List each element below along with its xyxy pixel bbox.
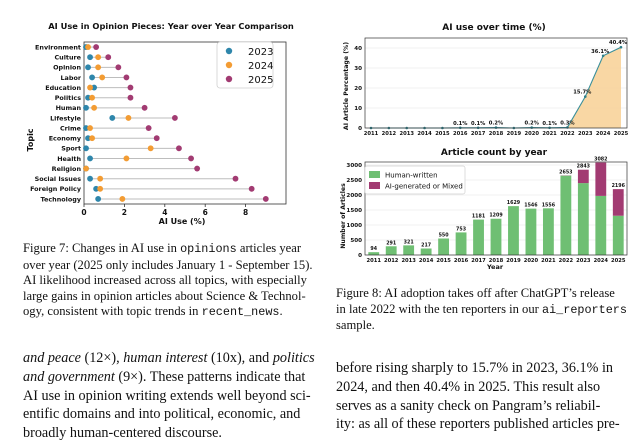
fig8b-x-tick-label: 2013	[401, 258, 416, 264]
body-line: entific domains and into political, economic, and	[23, 405, 315, 424]
legend-label-ai: AI-generated or Mixed	[385, 183, 463, 191]
fig8b-x-tick-label: 2011	[367, 258, 382, 264]
fig7-point-2025	[128, 95, 134, 101]
body-line	[23, 349, 315, 368]
fig8b-y-tick-label: 1500	[346, 208, 362, 214]
fig8-stacked-bar-chart	[336, 144, 636, 272]
fig7-point-2025	[233, 176, 239, 182]
fig8b-x-tick-label: 2021	[541, 258, 556, 264]
fig8b-bar-ai	[595, 163, 606, 196]
fig7-caption-line: AI likelihood increased across all topics, with especially	[23, 273, 320, 289]
fig8-caption-line: sample.	[336, 318, 636, 334]
fig8b-bar-human	[438, 239, 449, 256]
fig7-category-label: Sport	[61, 145, 81, 153]
fig8b-bar-human	[403, 245, 414, 255]
fig7-point-2024	[99, 75, 105, 81]
fig8b-y-tick-label: 500	[350, 238, 362, 244]
fig7-x-tick-label: 2	[122, 208, 127, 217]
fig8b-x-tick-label: 2024	[594, 258, 609, 264]
fig8a-y-axis-label: AI Article Percentage (%)	[343, 42, 350, 130]
body-text-right	[336, 359, 630, 434]
fig8a-x-tick-label: 2012	[382, 131, 397, 137]
fig7-point-2023	[109, 115, 115, 121]
fig8a-x-tick-label: 2023	[578, 131, 593, 137]
fig8b-total-label: 94	[370, 246, 377, 252]
caption-text: in late 2022 with the ten reporters in our	[336, 302, 542, 316]
fig7-point-2025	[93, 44, 99, 50]
fig7-category-label: Education	[45, 84, 81, 92]
fig7-caption-line	[23, 241, 320, 258]
fig8b-bar-human	[543, 208, 554, 255]
fig8b-total-label: 3082	[594, 157, 607, 163]
fig8b-total-label: 2843	[577, 164, 590, 170]
fig8b-y-tick-label: 1000	[346, 223, 362, 229]
caption-code: recent_news	[202, 305, 280, 319]
legend-label-2023: 2023	[248, 47, 273, 58]
fig8b-bar-human	[595, 196, 606, 255]
fig7-point-2024	[126, 115, 132, 121]
fig7-legend	[217, 42, 273, 88]
fig7-category-label: Human	[56, 104, 82, 112]
fig8b-bar-human	[421, 248, 432, 255]
fig7-category-label: Labor	[60, 74, 81, 82]
fig7-point-2024	[97, 176, 103, 182]
fig8b-total-label: 217	[421, 242, 431, 248]
fig8a-x-tick-label: 2011	[364, 131, 379, 137]
fig8b-legend	[365, 166, 465, 194]
fig7-point-2025	[188, 156, 194, 162]
fig8a-data-label: 15.7%	[573, 90, 592, 96]
fig7-x-tick-label: 0	[81, 208, 86, 217]
fig8a-x-tick-label: 2022	[560, 131, 575, 137]
body-line: AI use in opinion writing extends well beyond sci-	[23, 387, 315, 406]
fig7-point-2023	[89, 75, 95, 81]
legend-label-human: Human-written	[385, 172, 438, 180]
fig8b-total-label: 550	[439, 233, 450, 239]
fig8a-point	[584, 95, 587, 98]
fig8a-data-label: 0.1%	[471, 121, 486, 127]
body-line: broadly human-centered discourse.	[23, 424, 315, 443]
body-line: before rising sharply to 15.7% in 2023, 36.1% in	[336, 359, 630, 378]
fig8a-y-tick-label: 30	[354, 66, 362, 72]
fig8a-data-label: 0.1%	[542, 121, 557, 127]
fig8-caption-line	[336, 302, 636, 319]
fig7-point-2024	[97, 186, 103, 192]
fig8b-bar-human	[386, 246, 397, 255]
fig8a-x-tick-label: 2017	[471, 131, 486, 137]
fig8a-y-tick-label: 20	[354, 86, 362, 92]
fig8b-total-label: 2653	[559, 169, 572, 175]
fig8b-x-tick-label: 2015	[436, 258, 451, 264]
fig8a-point	[495, 126, 498, 129]
fig8a-y-tick-label: 40	[354, 46, 362, 52]
fig7-category-label: Politics	[55, 94, 81, 102]
fig8b-total-label: 1209	[489, 213, 503, 219]
fig8b-y-axis-label: Number of Articles	[340, 183, 347, 249]
fig7-point-2024	[95, 64, 101, 70]
fig8b-total-label: 2196	[612, 183, 626, 189]
fig7-point-2023	[95, 196, 101, 202]
fig8-caption-line: Figure 8: AI adoption takes off after ChatGPT’s release	[336, 286, 636, 302]
fig7-category-label: Economy	[49, 135, 82, 143]
fig7-point-2025	[142, 105, 148, 111]
fig8b-bar-human	[456, 232, 467, 255]
fig7-category-label: Religion	[52, 165, 82, 173]
fig8a-data-label: 0.1%	[453, 121, 468, 127]
body-line: ity: as all of these reporters published articles pre-	[336, 415, 630, 434]
fig8a-data-label: 0.2%	[525, 121, 540, 127]
fig7-category-label: Environment	[35, 43, 81, 51]
fig8b-x-tick-label: 2012	[384, 258, 399, 264]
fig7-point-2025	[146, 125, 152, 131]
fig7-point-2024	[124, 156, 130, 162]
fig7-x-tick-label: 8	[243, 208, 248, 217]
fig7-point-2025	[194, 166, 200, 172]
fig7-point-2024	[148, 145, 154, 151]
fig7-point-2025	[176, 145, 182, 151]
fig7-point-2024	[87, 125, 93, 131]
fig8b-total-label: 1546	[524, 203, 538, 209]
fig8a-point	[602, 55, 605, 58]
fig8b-x-axis-label: Year	[486, 263, 504, 271]
fig7-point-2025	[105, 54, 111, 60]
fig8b-total-label: 1181	[472, 214, 485, 220]
fig8b-title: Article count by year	[441, 148, 548, 158]
fig8a-data-label: 40.4%	[609, 40, 628, 46]
fig8b-bar-human	[368, 252, 379, 255]
fig7-caption-line: over year (2025 only includes January 1 - September 15).	[23, 258, 320, 274]
fig7-category-label: Culture	[54, 54, 81, 62]
fig8b-x-tick-label: 2017	[471, 258, 486, 264]
fig8b-x-tick-label: 2019	[506, 258, 521, 264]
fig7-dot-plot	[0, 18, 320, 228]
body-italic: and peace	[23, 350, 81, 366]
fig7-category-label: Lifestyle	[50, 114, 82, 122]
fig8b-bar-human	[526, 209, 537, 255]
legend-marker-2023	[226, 48, 232, 54]
body-span: (9×). These patterns indicate that	[115, 369, 306, 385]
body-line: 2024, and then 40.4% in 2025. This result also	[336, 378, 630, 397]
body-italic: politics	[273, 350, 315, 366]
fig8b-bar-human	[508, 206, 519, 255]
caption-text: ogy, consistent with topic trends in	[23, 304, 202, 318]
fig8a-area-fill	[371, 47, 621, 128]
body-italic: human interest	[123, 350, 207, 366]
legend-label-2025: 2025	[248, 75, 273, 86]
fig7-category-label: Foreign Policy	[30, 185, 82, 193]
fig8b-total-label: 1556	[542, 202, 556, 208]
fig7-point-2023	[83, 145, 89, 151]
fig7-point-2025	[124, 75, 130, 81]
body-span: (10x), and	[207, 350, 272, 366]
body-line: serves as a sanity check on Pangram’s reliabil-	[336, 397, 630, 416]
legend-swatch-ai	[369, 182, 380, 189]
fig7-x-tick-label: 6	[203, 208, 208, 217]
fig8a-x-tick-label: 2024	[596, 131, 611, 137]
fig7-caption-line: large gains in opinion articles about Science & Technol-	[23, 289, 320, 305]
fig7-point-2024	[83, 166, 89, 172]
fig7-category-label: Opinion	[53, 64, 81, 72]
fig7-point-2025	[249, 186, 255, 192]
body-line	[23, 368, 315, 387]
fig8a-x-tick-label: 2014	[417, 131, 432, 137]
fig8b-bar-human	[613, 216, 624, 255]
fig8a-title: AI use over time (%)	[442, 23, 545, 33]
fig7-point-2024	[85, 44, 91, 50]
fig7-point-2025	[128, 85, 134, 91]
fig8b-x-tick-label: 2016	[454, 258, 469, 264]
fig8b-total-label: 321	[404, 239, 414, 245]
fig8a-y-tick-label: 0	[358, 126, 362, 132]
fig8b-bar-ai	[578, 170, 589, 183]
fig7-point-2024	[119, 196, 125, 202]
fig8b-x-tick-label: 2018	[489, 258, 504, 264]
legend-marker-2024	[226, 62, 232, 68]
fig8a-x-tick-label: 2019	[507, 131, 522, 137]
fig7-point-2023	[85, 64, 91, 70]
fig8b-bar-human	[473, 220, 484, 255]
fig7-category-label: Technology	[41, 195, 82, 203]
fig8b-y-tick-label: 0	[358, 253, 362, 259]
fig8b-total-label: 753	[456, 226, 466, 232]
fig8b-x-tick-label: 2023	[576, 258, 591, 264]
legend-label-2024: 2024	[248, 61, 273, 72]
fig8a-data-label: 36.1%	[591, 49, 610, 55]
fig8b-total-label: 1629	[507, 200, 521, 206]
caption-text: articles year	[237, 241, 301, 255]
fig8-caption	[336, 286, 636, 334]
fig7-point-2025	[115, 64, 121, 70]
fig7-title: AI Use in Opinion Pieces: Year over Year Comparison	[48, 21, 294, 31]
fig8b-y-tick-label: 2500	[346, 178, 362, 184]
caption-text: Figure 7: Changes in AI use in	[23, 241, 180, 255]
legend-swatch-human	[369, 171, 380, 178]
caption-code: ai_reporters	[542, 303, 627, 317]
fig7-point-2025	[154, 135, 160, 141]
fig8b-bar-human	[578, 183, 589, 255]
fig8b-x-tick-label: 2022	[559, 258, 574, 264]
fig7-category-label: Crime	[60, 124, 82, 132]
fig8b-bar-human	[491, 219, 502, 255]
fig7-point-2024	[89, 135, 95, 141]
body-italic: and government	[23, 369, 115, 385]
fig8a-point	[620, 46, 623, 49]
fig8a-x-tick-label: 2020	[524, 131, 539, 137]
fig8b-x-tick-label: 2025	[611, 258, 626, 264]
fig8b-y-tick-label: 2000	[346, 193, 362, 199]
fig8a-data-label: 0.3%	[560, 120, 575, 126]
fig7-point-2023	[87, 156, 93, 162]
fig7-caption-line	[23, 304, 320, 321]
caption-text: .	[280, 304, 283, 318]
fig8b-total-label: 291	[386, 240, 396, 246]
body-span: (12×),	[81, 350, 123, 366]
caption-code: opinions	[180, 242, 237, 256]
fig7-point-2024	[87, 85, 93, 91]
fig7-point-2023	[83, 105, 89, 111]
fig7-point-2025	[263, 196, 269, 202]
fig7-point-2023	[87, 176, 93, 182]
fig7-point-2025	[172, 115, 178, 121]
fig8b-x-tick-label: 2014	[419, 258, 434, 264]
fig8a-point	[530, 126, 533, 129]
fig8b-bar-human	[560, 176, 571, 255]
fig7-caption	[23, 241, 320, 321]
fig8-area-chart	[336, 18, 636, 142]
fig8a-x-tick-label: 2015	[435, 131, 450, 137]
fig8b-x-tick-label: 2020	[524, 258, 539, 264]
fig8a-x-tick-label: 2018	[489, 131, 504, 137]
fig8b-y-tick-label: 3000	[346, 163, 362, 169]
fig7-category-label: Social Issues	[35, 175, 82, 183]
fig8a-x-tick-label: 2016	[453, 131, 468, 137]
legend-marker-2025	[226, 76, 232, 82]
fig8a-x-tick-label: 2021	[542, 131, 557, 137]
fig7-y-axis-label: Topic	[26, 128, 35, 151]
fig8a-data-label: 0.2%	[489, 121, 504, 127]
fig7-point-2024	[89, 95, 95, 101]
body-text-left	[23, 349, 315, 443]
fig7-point-2023	[87, 54, 93, 60]
fig8b-bar-ai	[613, 189, 624, 216]
fig8a-y-tick-label: 10	[354, 106, 362, 112]
fig7-point-2024	[95, 54, 101, 60]
fig8a-x-tick-label: 2013	[399, 131, 414, 137]
fig7-x-tick-label: 4	[162, 208, 167, 217]
fig7-x-axis-label: AI Use (%)	[159, 217, 206, 226]
fig7-point-2024	[91, 105, 97, 111]
fig7-category-label: Health	[57, 155, 81, 163]
fig8a-x-tick-label: 2025	[614, 131, 629, 137]
